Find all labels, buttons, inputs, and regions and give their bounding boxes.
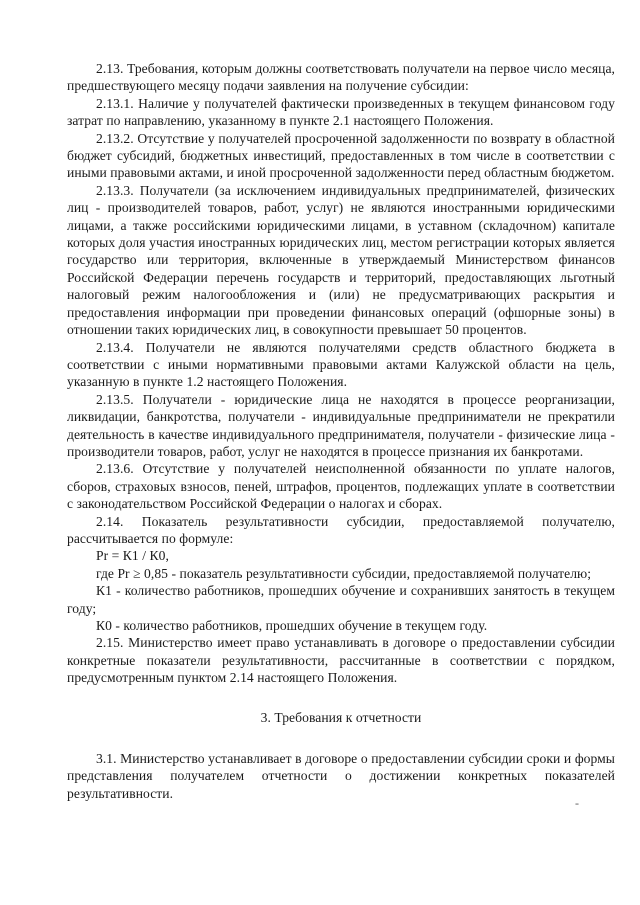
paragraph-2-13-4: 2.13.4. Получатели не являются получателями средств областного бюджета в соответствии с иными нормативными правовыми актами Калужской области на цель, указанную в пункте 1.2 настоящего Положения. [67,339,615,390]
section-3-title: 3. Требования к отчетности [260,709,422,725]
paragraph-2-13-5: 2.13.5. Получатели - юридические лица не находятся в процессе реорганизации, ликвидации, банкротства, получатели - индивидуальные предприниматели не прекратили деятельность в качестве индивидуального предпринимателя, получатели - физические лица - производители товаров, работ, услуг не находятся в процессе признания их банкротами. [67,391,615,459]
paragraph-2-13-3: 2.13.3. Получатели (за исключением индивидуальных предпринимателей, физических лиц - производителей товаров, работ, услуг) не являются иностранными юридическими лицами, а также российскими юридическими лицами, в уставном (складочном) капитале которых доля участия иностранных юридических лиц, местом регистрации которых является государство или территория, включенные в утверждаемый Министерством финансов Российской Федерации перечень государств и территорий, предоставляющих льготный налоговый режим налогообложения и (или) не предусматривающих раскрытия и предоставления информации при проведении финансовых операций (офшорные зоны) в отношении таких юридических лиц, в совокупности превышает 50 процентов. [67,182,615,338]
formula-where: где Рr ≥ 0,85 - показатель результативности субсидии, предоставляемой получателю; [96,565,592,581]
paragraph-2-14: 2.14. Показатель результативности субсидии, предоставляемой получателю, рассчитывается по формуле: [67,513,615,546]
document-page [67,60,615,802]
paragraph-2-13-6: 2.13.6. Отсутствие у получателей неисполненной обязанности по уплате налогов, сборов, страховых взносов, пеней, штрафов, процентов, подлежащих уплате в соответствии с законодательством Российской Федерации о налогах и сборах. [67,461,615,512]
paragraph-2-13-2: 2.13.2. Отсутствие у получателей просроченной задолженности по возврату в областной бюджет субсидий, бюджетных инвестиций, предоставленных в том числе в соответствии с иными правовыми актами, и иной просроченной задолженности перед областным бюджетом. [67,130,615,181]
paragraph-2-13: 2.13. Требования, которым должны соответствовать получатели на первое число месяца, предшествующего месяцу подачи заявления на получение субсидии: [67,61,615,94]
paragraph-2-13-1: 2.13.1. Наличие у получателей фактически произведенных в текущем финансовом году затрат по направлению, указанному в пункте 2.1 настоящего Положения. [67,95,615,129]
paragraph-2-15: 2.15. Министерство имеет право устанавливать в договоре о предоставлении субсидии конкретные показатели результативности, рассчитанные в соответствии с порядком, предусмотренным пунктом 2.14 настоящего Положения. [67,635,615,686]
paragraph-3-1: 3.1. Министерство устанавливает в договоре о предоставлении субсидии сроки и формы представления получателем отчетности о достижении конкретных показателей результативности. [67,751,615,801]
formula-k1: К1 - количество работников, прошедших обучение и сохранивших занятость в текущем году; [67,583,615,616]
footer-mark: - [575,796,579,810]
formula-k0: К0 - количество работников, прошедших обучение в текущем году. [96,618,488,633]
formula-equation: Рr = К1 / К0, [96,548,169,564]
